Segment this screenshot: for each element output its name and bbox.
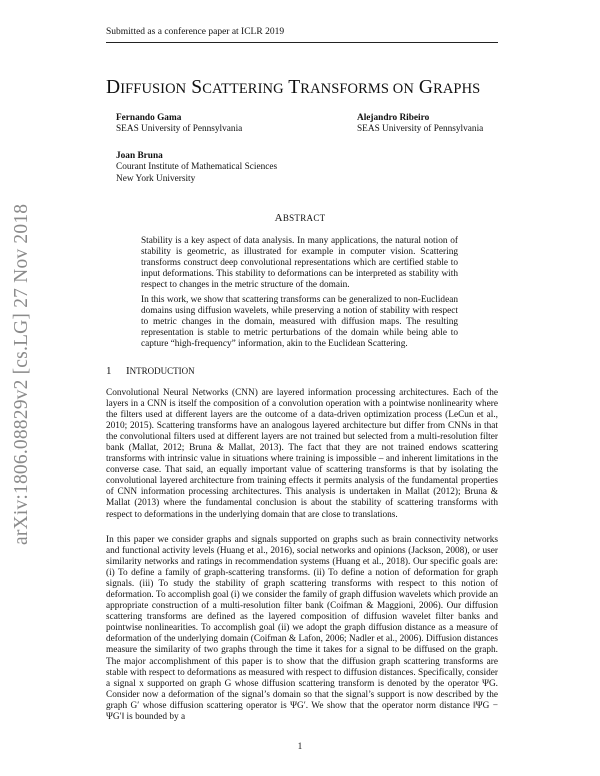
author-block-ribeiro: [357, 113, 483, 136]
abstract-heading-rest: BSTRACT: [282, 213, 326, 223]
title-word-2: CATTERING: [202, 81, 284, 97]
section-number: 1: [106, 365, 112, 377]
title-word-4: RAPHS: [433, 81, 481, 97]
abstract-heading-initial: A: [274, 212, 283, 224]
author-name: Alejandro Ribeiro: [357, 113, 430, 123]
title-initial-1: D: [106, 77, 121, 98]
author-affiliation: New York University: [116, 173, 196, 184]
running-header: Submitted as a conference paper at ICLR 2019: [106, 27, 285, 37]
section-heading-rest: NTRODUCTION: [129, 366, 195, 376]
author-name: Joan Bruna: [116, 151, 163, 161]
author-name: Fernando Gama: [116, 113, 182, 123]
author-affiliation: Courant Institute of Mathematical Sciences: [116, 162, 278, 173]
author-affiliation: SEAS University of Pennsylvania: [357, 124, 484, 135]
author-affiliation: SEAS University of Pennsylvania: [116, 124, 243, 135]
paper-title: [106, 77, 480, 99]
header-rule: [106, 42, 498, 43]
section-heading-introduction: [106, 365, 195, 377]
intro-paragraph-2: In this paper we consider graphs and signals supported on graphs such as brain connectivity networks and functional activity levels (Huang et al., 2016), social networks and opinions (Jackson, 2008), or user similarity networks and ratings in recommendation systems (Huang et al., 2018). Our specific goals are: (i) To define a family of graph-scattering transforms. (ii) To define a notion of deformation for graph signals. (iii) To study the stability of graph scattering transforms with respect to this notion of deformation. To accomplish goal (i) we consider the family of graph diffusion wavelets which provide an appropriate construction of a multi-resolution filter bank (Coifman & Maggioni, 2006). Our diffusion scattering transforms are defined as the layered composition of diffusion wavelet filter banks and pointwise nonlinearities. To accomplish goal (ii) we adopt the graph diffusion distance as a measure of deformation of the underlying domain (Coifman & Lafon, 2006; Nadler et al., 2006). Diffusion distances measure the similarity of two graphs through the time it takes for a signal to be diffused on the graph. The major accomplishment of this paper is to show that the diffusion graph scattering transforms are stable with respect to deformations as measured with respect to diffusion distances. Specifically, consider a signal x supported on graph G whose diffusion scattering transform is denoted by the operator ΨG. Consider now a deformation of the signal’s domain so that the signal’s support is now described by the graph G′ whose diffusion scattering operator is ΨG′. We show that the operator norm distance ‖ΨG − ΨG′‖ is bounded by a: [106, 535, 498, 722]
page-number: 1: [297, 742, 303, 752]
intro-paragraph-1: Convolutional Neural Networks (CNN) are layered information processing architectures. Each of the layers in a CNN is itself the composition of a convolution operation with a pointwise nonlinearity where the filters used at different layers are the outcome of a data-driven optimization process (LeCun et al., 2010; 2015). Scattering transforms have an analogous layered architecture but differ from CNNs in that the convolutional filters used at different layers are not trained but selected from a multi-resolution filter bank (Mallat, 2012; Bruna & Mallat, 2013). The fact that they are not trained endows scattering transforms with intrinsic value in situations where training is impossible – and inherent limitations in the converse case. That said, an equally important value of scattering transforms is that by isolating the convolutional layered architecture from training effects it permits analysis of the fundamental properties of CNN information processing architectures. This analysis is undertaken in Mallat (2012); Bruna & Mallat (2013) where the fundamental conclusion is about the stability of scattering transforms with respect to deformations in the underlying domain that are close to translations.: [106, 388, 498, 520]
title-initial-4: G: [418, 77, 434, 98]
title-word-3: RANSFORMS ON: [300, 81, 414, 97]
abstract-paragraph-2: In this work, we show that scattering transforms can be generalized to non-Euclidean domains using diffusion wavelets, while preserving a notion of stability with respect to metric changes in the domain, measured with diffusion maps. The resulting representation is stable to metric perturbations of the domain while being able to capture “high-frequency” information, akin to the Euclidean Scattering.: [141, 295, 458, 349]
section-heading-initial: I: [126, 365, 130, 377]
author-block-bruna: [116, 151, 277, 185]
abstract-heading: [0, 212, 600, 224]
arxiv-stamp-text: arXiv:1806.08829v2 [cs.LG] 27 Nov 2018: [11, 203, 32, 545]
title-word-1: IFFUSION: [120, 81, 187, 97]
author-block-gama: [116, 113, 242, 136]
title-initial-2: S: [191, 77, 203, 98]
title-initial-3: T: [288, 77, 301, 98]
abstract-paragraph-1: Stability is a key aspect of data analysis. In many applications, the natural notion of stability is geometric, as illustrated for example in computer vision. Scattering transforms construct deep convolutional representations which are certified stable to input deformations. This stability to deformations can be interpreted as stability with respect to changes in the metric structure of the domain.: [141, 236, 458, 290]
